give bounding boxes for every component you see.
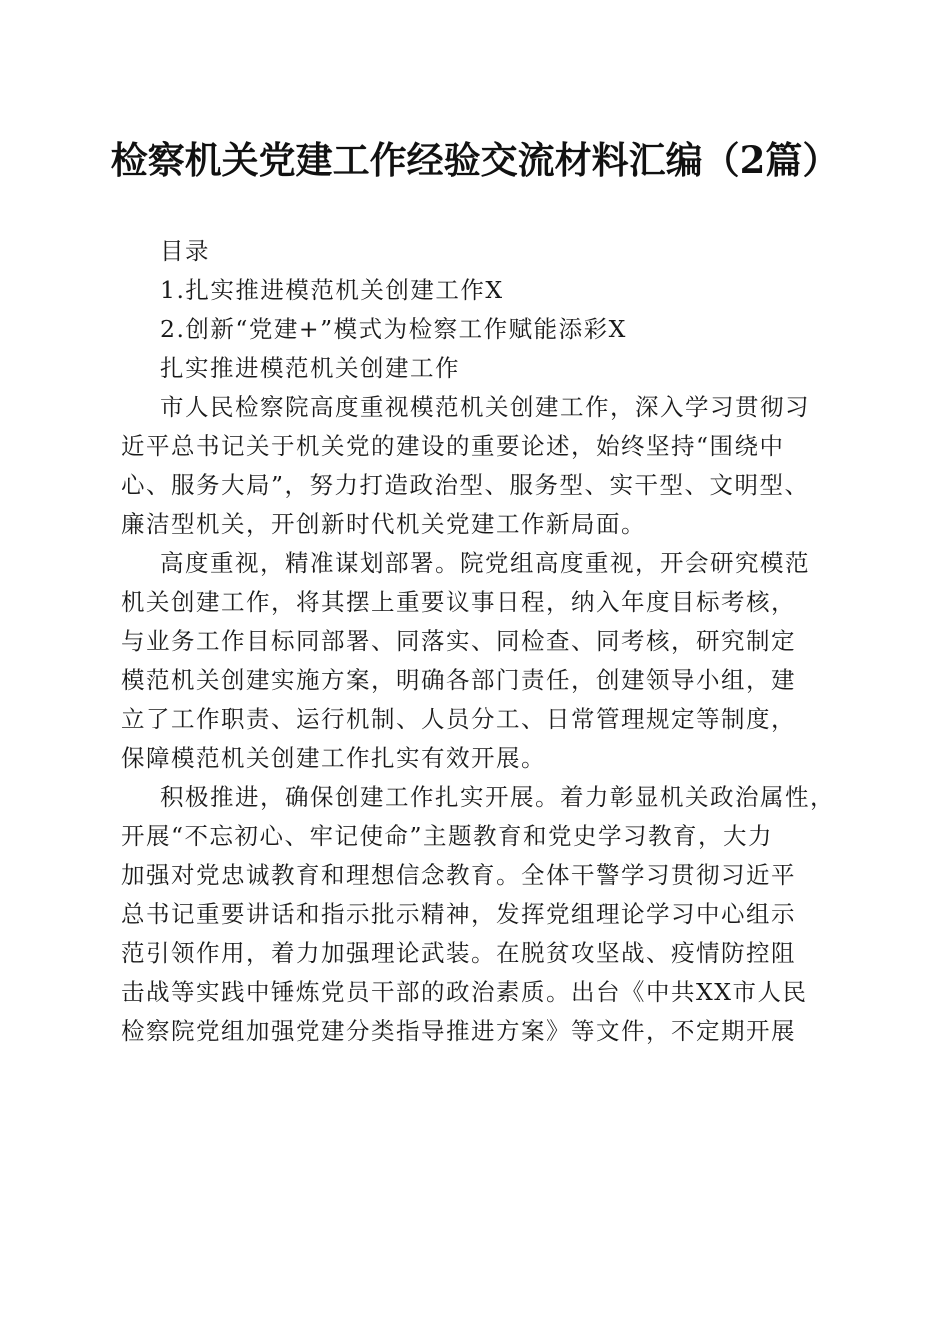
paragraph-line: 机关创建工作，将其摆上重要议事日程，纳入年度目标考核， <box>121 588 796 616</box>
paragraph-line: 心、服务大局”，努力打造政治型、服务型、实干型、文明型、 <box>121 471 810 499</box>
document-title: 检察机关党建工作经验交流材料汇编（2篇） <box>110 138 840 182</box>
section-title: 扎实推进模范机关创建工作 <box>160 354 460 382</box>
paragraph-line: 检察院党组加强党建分类指导推进方案》等文件，不定期开展 <box>121 1017 796 1045</box>
paragraph-line: 市人民检察院高度重视模范机关创建工作，深入学习贯彻习 <box>160 393 810 421</box>
paragraph-2 <box>121 544 833 778</box>
paragraph-line: 范引领作用，着力加强理论武装。在脱贫攻坚战、疫情防控阻 <box>121 939 796 967</box>
paragraph-line: 与业务工作目标同部署、同落实、同检查、同考核，研究制定 <box>121 627 796 655</box>
paragraph-line: 总书记重要讲话和指示批示精神，发挥党组理论学习中心组示 <box>121 900 796 928</box>
paragraph-line: 近平总书记关于机关党的建设的重要论述，始终坚持“围绕中 <box>121 432 785 460</box>
paragraph-3 <box>121 778 833 1051</box>
paragraph-line: 廉洁型机关，开创新时代机关党建工作新局面。 <box>121 510 646 538</box>
paragraph-line: 开展“不忘初心、牢记使命”主题教育和党史学习教育，大力 <box>121 822 774 850</box>
toc-heading: 目录 <box>160 237 210 265</box>
toc-item-1: 1.扎实推进模范机关创建工作X <box>160 276 504 304</box>
paragraph-line: 高度重视，精准谋划部署。院党组高度重视，开会研究模范 <box>160 549 810 577</box>
paragraph-line: 击战等实践中锤炼党员干部的政治素质。出台《中共XX市人民 <box>121 978 808 1006</box>
toc-item-2: 2.创新“党建+”模式为检察工作赋能添彩X <box>160 315 627 343</box>
paragraph-line: 加强对党忠诚教育和理想信念教育。全体干警学习贯彻习近平 <box>121 861 796 889</box>
paragraph-line: 模范机关创建实施方案，明确各部门责任，创建领导小组，建 <box>121 666 796 694</box>
paragraph-line: 立了工作职责、运行机制、人员分工、日常管理规定等制度， <box>121 705 796 733</box>
document-body <box>121 232 833 1051</box>
paragraph-line: 保障模范机关创建工作扎实有效开展。 <box>121 744 546 772</box>
paragraph-line: 积极推进，确保创建工作扎实开展。着力彰显机关政治属性， <box>160 783 835 811</box>
paragraph-1 <box>121 388 833 544</box>
